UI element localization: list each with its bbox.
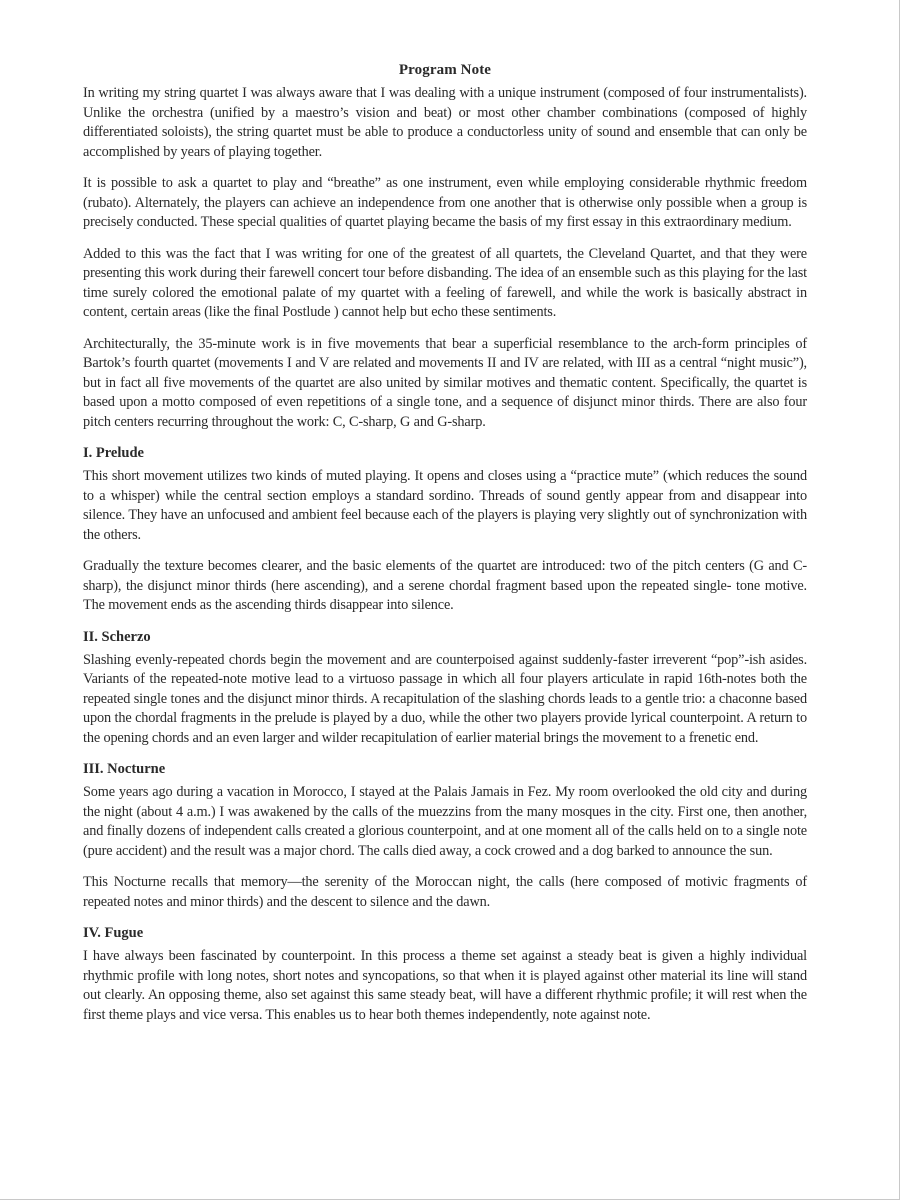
- page-title: Program Note: [398, 62, 492, 78]
- section-heading-nocturne: III. Nocturne: [83, 761, 166, 777]
- intro-paragraph: Added to this was the fact that I was writing for one of the greatest of all quartets, the Cleveland Quartet, and that they were presenting this work during their farewell concert tour before disbanding. The idea of an ensemble such as this playing for the last time surely colored the emotional palate of my quartet with a feeling of farewell, and while the work is basically abstract in content, certain areas (like the final Postlude ) cannot help but echo these sentiments.: [83, 245, 807, 320]
- nocturne-paragraph: This Nocturne recalls that memory—the serenity of the Moroccan night, the calls (here composed of motivic fragments of repeated notes and minor thirds) and the descent to silence and the dawn.: [83, 874, 807, 910]
- fugue-paragraph: I have always been fascinated by counterpoint. In this process a theme set against a steady beat is given a highly individual rhythmic profile with long notes, short notes and syncopations, so that when it is played against other material its line will stand out clearly. An opposing theme, also set against this same steady beat, will have a different rhythmic profile; it will rest when the first theme plays and vice versa. This enables us to hear both themes independently, note against note.: [83, 948, 807, 1023]
- nocturne-paragraph: Some years ago during a vacation in Morocco, I stayed at the Palais Jamais in Fez. My room overlooked the old city and during the night (about 4 a.m.) I was awakened by the calls of the muezzins from the many mosques in the city. First one, then another, and finally dozens of independent calls created a glorious counterpoint, and at one moment all of the calls held on to a single note (pure accident) and the result was a major chord. The calls died away, a cock crowed and a dog barked to announce the sun.: [83, 784, 807, 859]
- section-heading-fugue: IV. Fugue: [83, 925, 144, 941]
- intro-paragraph: In writing my string quartet I was always aware that I was dealing with a unique instrument (composed of four instrumentalists). Unlike the orchestra (unified by a maestro’s vision and beat) or most other chamber combinations (composed of highly differentiated soloists), the string quartet must be able to produce a conductorless unity of sound and ensemble that can only be accomplished by years of playing together.: [83, 85, 807, 160]
- section-heading-prelude: I. Prelude: [83, 445, 144, 461]
- prelude-paragraph: This short movement utilizes two kinds of muted playing. It opens and closes using a “practice mute” (which reduces the sound to a whisper) while the central section employs a standard sordino. Threads of sound gently appear from and disappear into silence. They have an unfocused and ambient feel because each of the players is playing very slightly out of synchronization with the others.: [83, 468, 807, 543]
- prelude-paragraph: Gradually the texture becomes clearer, and the basic elements of the quartet are introduced: two of the pitch centers (G and C-sharp), the disjunct minor thirds (here ascending), and a serene chordal fragment based upon the repeated single- tone motive. The movement ends as the ascending thirds disappear into silence.: [83, 558, 807, 613]
- scherzo-paragraph: Slashing evenly-repeated chords begin the movement and are counterpoised against suddenly-faster irreverent “pop”-ish asides. Variants of the repeated-note motive lead to a virtuoso passage in which all four players articulate in rapid 16th-notes both the repeated single tones and the disjunct minor thirds. A recapitulation of the slashing chords leads to a gentle trio: a chaconne based upon the chordal fragments in the prelude is played by a duo, while the other two players provide lyrical counterpoint. A return to the opening chords and an even larger and wilder recapitulation of earlier material brings the movement to a frenetic end.: [83, 651, 807, 746]
- intro-paragraph: Architecturally, the 35-minute work is in five movements that bear a superficial resemblance to the arch-form principles of Bartok’s fourth quartet (movements I and V are related and movements II and IV are related, with III as a central “night music”), but in fact all five movements of the quartet are also united by similar motives and thematic content. Specifically, the quartet is based upon a motto composed of even repetitions of a single tone, and a sequence of disjunct minor thirds. There are also four pitch centers recurring throughout the work: C, C-sharp, G and G-sharp.: [83, 335, 807, 430]
- intro-paragraph: It is possible to ask a quartet to play and “breathe” as one instrument, even while employing considerable rhythmic freedom (rubato). Alternately, the players can achieve an independence from one another that is otherwise only possible when a group is precisely conducted. These special qualities of quartet playing became the basis of my first essay in this extraordinary medium.: [83, 175, 807, 230]
- section-heading-scherzo: II. Scherzo: [83, 628, 151, 645]
